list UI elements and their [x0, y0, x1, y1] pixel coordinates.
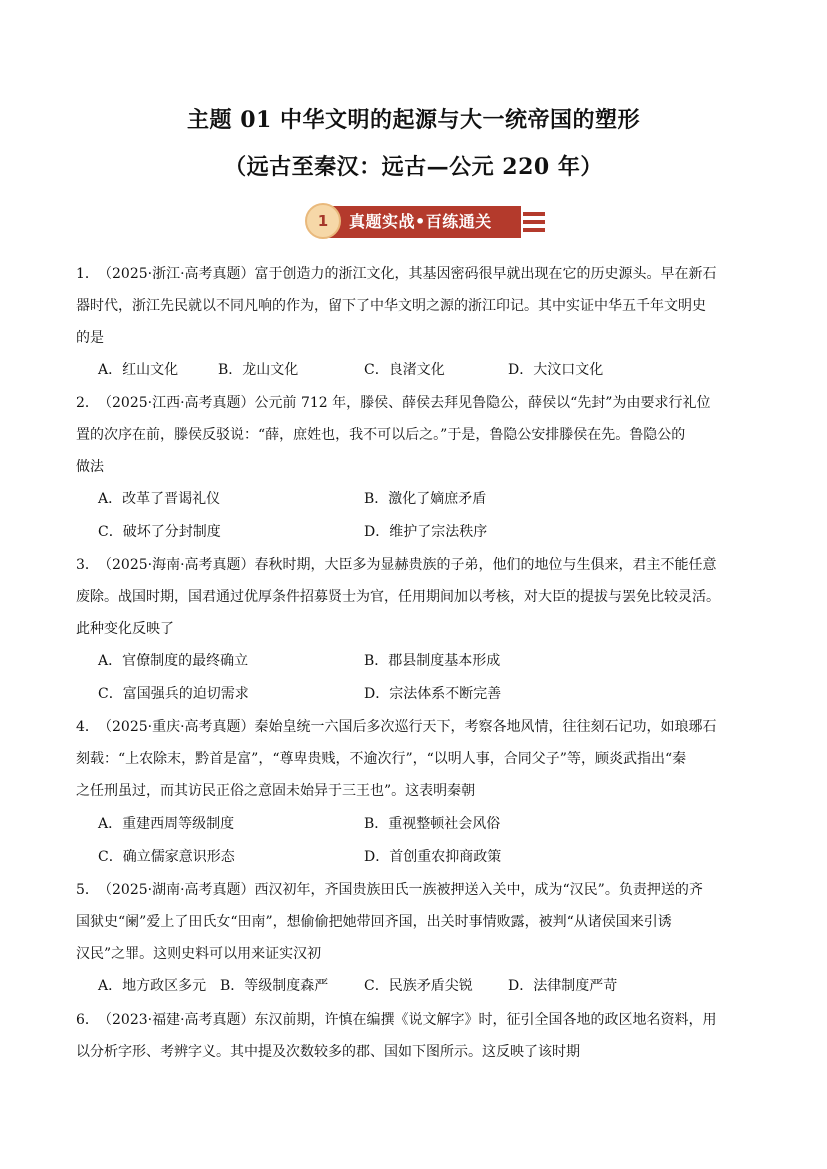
banner-label: 真题实战•百练通关	[349, 212, 492, 231]
banner-number-badge: 1	[305, 203, 341, 239]
question-number: 6．	[76, 1012, 99, 1028]
stem-line: （2025·浙江·高考真题）富于创造力的浙江文化，其基因密码很早就出现在它的历史源头。早在新石	[98, 266, 717, 282]
stem-line: 置的次序在前，滕侯反驳说：“薛，庶姓也，我不可以后之。”于是，鲁隐公安排滕侯在先。鲁隐公的	[76, 427, 686, 443]
option-a[interactable]: A．红山文化	[98, 362, 179, 378]
page-title: 主题 01 中华文明的起源与大一统帝国的塑形	[187, 107, 640, 133]
question-stem	[76, 711, 756, 807]
question-stem	[76, 258, 756, 354]
stem-line: 的是	[76, 330, 104, 346]
stem-line: 做法	[76, 459, 104, 475]
question-stem	[76, 549, 756, 645]
option-d[interactable]: D．首创重农抑商政策	[364, 849, 502, 865]
question-stem	[76, 874, 756, 970]
option-b[interactable]: B．重视整顿社会风俗	[364, 816, 501, 832]
question-number: 4．	[76, 719, 99, 735]
option-a[interactable]: A．改革了晋谒礼仪	[98, 491, 221, 507]
section-banner	[305, 201, 545, 243]
option-b[interactable]: B．郡县制度基本形成	[364, 653, 501, 669]
stem-line: 刻载：“上农除末，黔首是富”，“尊卑贵贱，不逾次行”，“以明人事，合同父子”等，顾炎武指出“秦	[76, 751, 687, 767]
question-3	[76, 549, 756, 645]
banner-stripe	[523, 228, 545, 232]
question-number: 2．	[76, 395, 99, 411]
stem-line: （2025·重庆·高考真题）秦始皇统一六国后多次巡行天下，考察各地风情，往往刻石记功，如琅琊石	[98, 719, 717, 735]
stem-line: 之任刑虽过，而其访民正俗之意固未始异于三王也”。这表明秦朝	[76, 783, 476, 799]
option-d[interactable]: D．法律制度严苛	[508, 978, 618, 994]
question-1	[76, 258, 756, 354]
stem-line: 汉民”之罪。这则史料可以用来证实汉初	[76, 946, 322, 962]
option-a[interactable]: A．地方政区多元	[98, 978, 207, 994]
option-b[interactable]: B．等级制度森严	[220, 978, 329, 994]
option-c[interactable]: C．良渚文化	[364, 362, 445, 378]
stem-line: 以分析字形、考辨字义。其中提及次数较多的郡、国如下图所示。这反映了该时期	[76, 1044, 580, 1060]
banner-stripe	[523, 220, 545, 224]
page-subtitle: （远古至秦汉：远古—公元 220 年）	[224, 154, 603, 180]
question-6	[76, 1004, 756, 1068]
question-stem	[76, 1004, 756, 1068]
option-c[interactable]: C．破坏了分封制度	[98, 524, 221, 540]
option-c[interactable]: C．富国强兵的迫切需求	[98, 686, 249, 702]
stem-line: 国狱史“阑”爱上了田氏女“田南”，想偷偷把她带回齐国，出关时事情败露，被判“从诸侯国来引诱	[76, 914, 672, 930]
stem-line: （2025·湖南·高考真题）西汉初年，齐国贵族田氏一族被押送入关中，成为“汉民”。负责押送的齐	[98, 882, 703, 898]
question-2	[76, 387, 756, 483]
option-b[interactable]: B．激化了嫡庶矛盾	[364, 491, 487, 507]
question-number: 5．	[76, 882, 99, 898]
option-d[interactable]: D．大汶口文化	[508, 362, 604, 378]
option-d[interactable]: D．维护了宗法秩序	[364, 524, 488, 540]
stem-line: 此种变化反映了	[76, 621, 174, 637]
option-d[interactable]: D．宗法体系不断完善	[364, 686, 502, 702]
option-c[interactable]: C．民族矛盾尖锐	[364, 978, 473, 994]
stem-line: （2025·江西·高考真题）公元前 712 年，滕侯、薛侯去拜见鲁隐公，薛侯以“先封”为由要求行礼位	[98, 395, 711, 411]
stem-line: 废除。战国时期，国君通过优厚条件招募贤士为官，任用期间加以考核，对大臣的提拔与罢免比较灵活。	[76, 589, 720, 605]
option-c[interactable]: C．确立儒家意识形态	[98, 849, 235, 865]
question-number: 3．	[76, 557, 99, 573]
stem-line: 器时代，浙江先民就以不同凡响的作为，留下了中华文明之源的浙江印记。其中实证中华五千年文明史	[76, 298, 706, 314]
question-stem	[76, 387, 756, 483]
question-number: 1．	[76, 266, 99, 282]
banner-stripe	[523, 212, 545, 216]
option-a[interactable]: A．官僚制度的最终确立	[98, 653, 249, 669]
question-5	[76, 874, 756, 970]
question-4	[76, 711, 756, 807]
option-a[interactable]: A．重建西周等级制度	[98, 816, 235, 832]
stem-line: （2025·海南·高考真题）春秋时期，大臣多为显赫贵族的子弟，他们的地位与生俱来，君主不能任意	[98, 557, 717, 573]
stem-line: （2023·福建·高考真题）东汉前期，许慎在编撰《说文解字》时，征引全国各地的政区地名资料，用	[98, 1012, 717, 1028]
option-b[interactable]: B．龙山文化	[218, 362, 299, 378]
